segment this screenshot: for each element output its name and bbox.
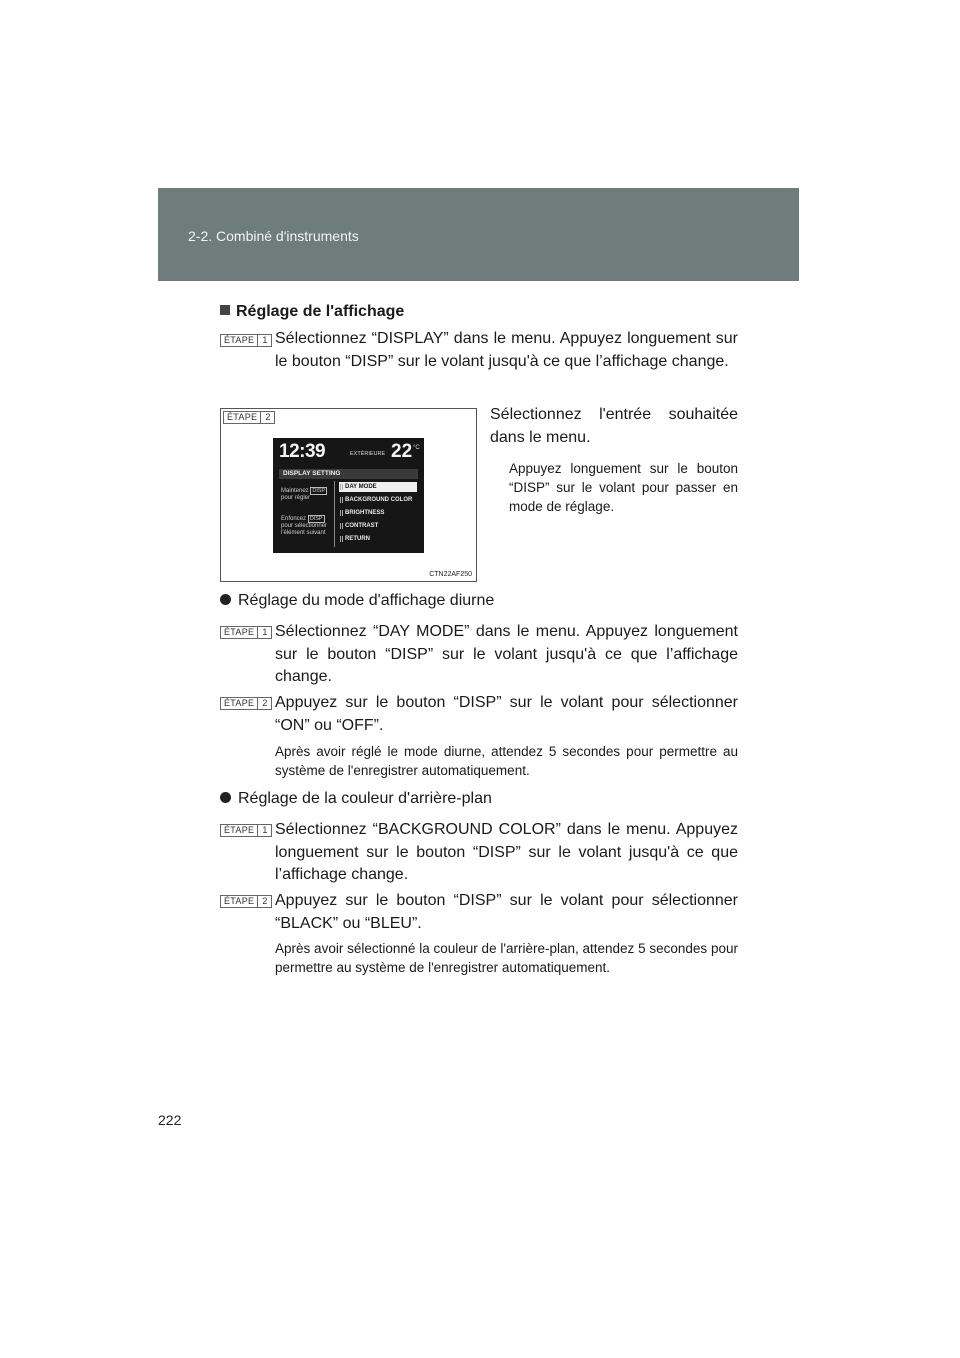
press-hint: Enfoncez DISP pour sélectionner l'élément suivant	[281, 516, 328, 536]
menu-marker-icon	[340, 536, 343, 542]
round-bullet-icon	[220, 792, 231, 803]
display-setting-figure	[220, 408, 477, 582]
step-marker: ÉTAPE 2	[220, 895, 272, 908]
menu-item-contrast: CONTRAST	[339, 521, 417, 531]
menu-item-day-mode: DAY MODE	[339, 482, 417, 492]
instrument-display-screen	[273, 438, 424, 553]
background-title: Réglage de la couleur d'arrière-plan	[220, 788, 492, 811]
step-marker: ÉTAPE 2	[223, 411, 275, 424]
step-marker: ÉTAPE 2	[220, 697, 272, 710]
intro-note: Appuyez longuement sur le bouton “DISP” sur le volant pour passer en mode de réglage.	[509, 461, 738, 514]
menu-marker-icon	[340, 510, 343, 516]
menu-divider	[334, 481, 335, 547]
step-marker: ÉTAPE 1	[220, 334, 272, 347]
menu-marker-icon	[340, 484, 343, 490]
step-marker: ÉTAPE 1	[220, 626, 272, 639]
exterior-label: EXTÉRIEURE	[350, 451, 386, 457]
intro-step1-text: Sélectionnez “DISPLAY” dans le menu. Appuyez longuement sur le bouton “DISP” sur le volant jusqu'à ce que l’affichage change.	[275, 330, 738, 370]
intro-step2-text: Sélectionnez l'entrée souhaitée dans le menu.	[490, 406, 738, 446]
figure-code: CTN22AF250	[429, 571, 472, 578]
section-heading: 2-2. Combiné d'instruments	[188, 228, 359, 244]
menu-item-background-color: BACKGROUND COLOR	[339, 495, 417, 505]
temperature-readout: 22	[391, 441, 413, 462]
background-step2-text: Appuyez sur le bouton “DISP” sur le volant pour sélectionner “BLACK” ou “BLEU”.	[275, 892, 738, 932]
menu-marker-icon	[340, 523, 343, 529]
round-bullet-icon	[220, 594, 231, 605]
menu-marker-icon	[340, 497, 343, 503]
background-note: Après avoir sélectionné la couleur de l'arrière-plan, attendez 5 secondes pour permettre au système de l'enregistrer automatiquement.	[275, 941, 738, 975]
section-title: Réglage de l'affichage	[220, 303, 404, 321]
background-step1-text: Sélectionnez “BACKGROUND COLOR” dans le menu. Appuyez longuement sur le bouton “DISP” sur le volant jusqu'à ce que l’affichage change.	[275, 821, 738, 883]
day-mode-note: Après avoir réglé le mode diurne, attendez 5 secondes pour permettre au système de l'enregistrer automatiquement.	[275, 744, 738, 778]
menu-item-brightness: BRIGHTNESS	[339, 508, 417, 518]
disp-button-icon: DISP	[309, 516, 323, 522]
day-mode-step2-text: Appuyez sur le bouton “DISP” sur le volant pour sélectionner “ON” ou “OFF”.	[275, 694, 738, 734]
page-number: 222	[158, 1112, 182, 1128]
display-setting-title: DISPLAY SETTING	[279, 469, 418, 479]
temperature-unit: °C	[413, 445, 420, 451]
square-bullet-icon	[220, 305, 230, 315]
day-mode-title: Réglage du mode d'affichage diurne	[220, 590, 494, 613]
step-marker: ÉTAPE 1	[220, 824, 272, 837]
day-mode-step1-text: Sélectionnez “DAY MODE” dans le menu. Appuyez longuement sur le bouton “DISP” sur le volant jusqu'à ce que l’affichage change.	[275, 623, 738, 685]
hold-hint: Maintenez DISP pour régler	[281, 488, 326, 501]
menu-item-return: RETURN	[339, 534, 417, 544]
header-band	[158, 188, 799, 281]
disp-button-icon: DISP	[312, 488, 326, 494]
clock-readout: 12:39	[279, 441, 326, 462]
